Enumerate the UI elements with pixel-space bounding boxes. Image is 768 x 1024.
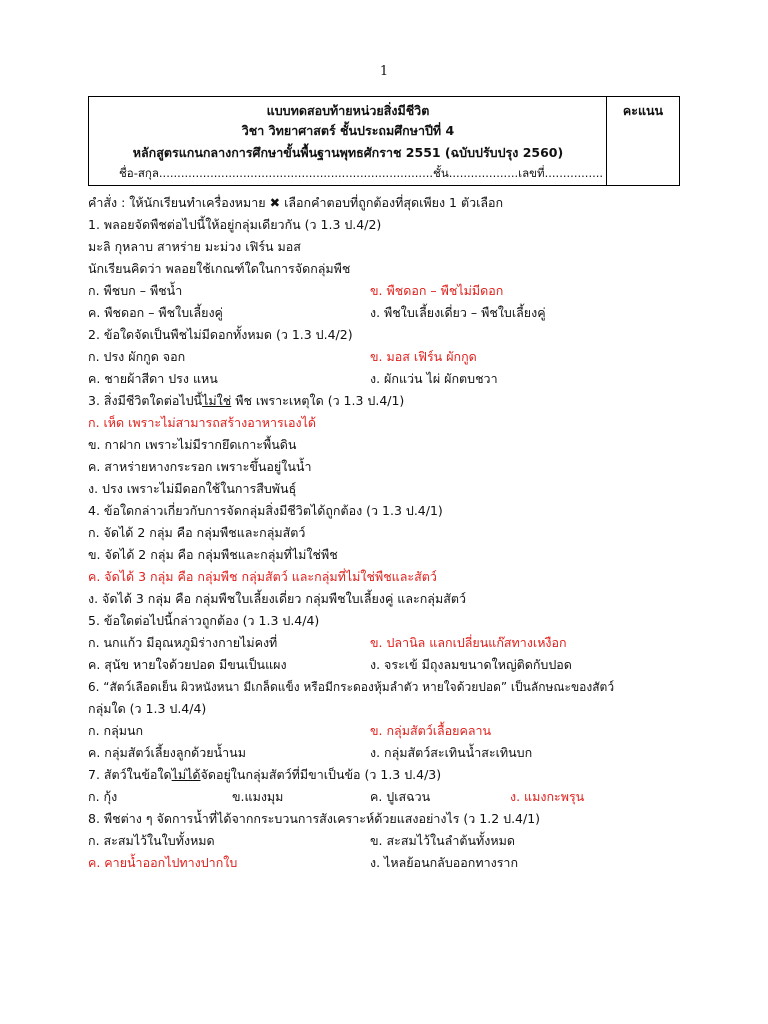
student-info-line: ชื่อ-สกุล...........................................................................ชั้น...................เลขที่................	[119, 166, 604, 180]
q1-option-d[interactable]: ง. พืชใบเลี้ยงเดี่ยว – พืชใบเลี้ยงคู่	[370, 305, 546, 320]
q5-option-b[interactable]: ข. ปลานิล แลกเปลี่ยนแก๊สทางเหงือก	[370, 635, 567, 650]
q7-option-c[interactable]: ค. ปูเสฉวน	[370, 789, 431, 804]
q4-option-a[interactable]: ก. จัดได้ 2 กลุ่ม คือ กลุ่มพืชและกลุ่มสัตว์	[88, 525, 306, 540]
question-1: 1. พลอยจัดพืชต่อไปนี้ให้อยู่กลุ่มเดียวกัน (ว 1.3 ป.4/2)	[88, 217, 382, 232]
question-7-post: จัดอยู่ในกลุ่มสัตว์ที่มีขาเป็นข้อ (ว 1.3 ป.4/3)	[200, 767, 442, 782]
q5-option-a[interactable]: ก. นกแก้ว มีอุณหภูมิร่างกายไม่คงที่	[88, 635, 278, 650]
header-main-cell	[89, 97, 607, 185]
q3-option-b[interactable]: ข. กาฝาก เพราะไม่มีรากยึดเกาะพื้นดิน	[88, 437, 297, 452]
instruction-prefix: คำสั่ง : ให้นักเรียนทำเครื่องหมาย	[88, 195, 266, 210]
question-3	[88, 392, 404, 410]
score-label: คะแนน	[622, 103, 664, 118]
q7-option-b[interactable]: ข.แมงมุม	[232, 789, 284, 804]
q7-option-a[interactable]: ก. กุ้ง	[88, 789, 118, 804]
q4-option-b[interactable]: ข. จัดได้ 2 กลุ่ม คือ กลุ่มพืชและกลุ่มที่ไม่ใช่พืช	[88, 547, 338, 562]
question-7	[88, 766, 441, 784]
q1-option-a[interactable]: ก. พืชบก – พืชน้ำ	[88, 283, 183, 298]
q1-option-b[interactable]: ข. พืชดอก – พืชไม่มีดอก	[370, 283, 504, 298]
test-header-box	[88, 96, 680, 186]
question-3-pre: 3. สิ่งมีชีวิตใดต่อไปนี้	[88, 393, 203, 408]
question-6-cont: กลุ่มใด (ว 1.3 ป.4/4)	[88, 701, 207, 716]
q6-option-d[interactable]: ง. กลุ่มสัตว์สะเทินน้ำสะเทินบก	[370, 745, 533, 760]
q4-option-d[interactable]: ง. จัดได้ 3 กลุ่ม คือ กลุ่มพืชใบเลี้ยงเดี่ยว กลุ่มพืชใบเลี้ยงคู่ และกลุ่มสัตว์	[88, 591, 466, 606]
instruction	[88, 194, 503, 212]
q3-option-c[interactable]: ค. สาหร่ายหางกระรอก เพราะขึ้นอยู่ในน้ำ	[88, 459, 312, 474]
question-7-pre: 7. สัตว์ในข้อใด	[88, 767, 172, 782]
q6-option-a[interactable]: ก. กลุ่มนก	[88, 723, 144, 738]
cross-mark-icon: ✖	[269, 195, 281, 210]
q8-option-a[interactable]: ก. สะสมไว้ในใบทั้งหมด	[88, 833, 215, 848]
q6-option-c[interactable]: ค. กลุ่มสัตว์เลี้ยงลูกด้วยน้ำนม	[88, 745, 246, 760]
q4-option-c[interactable]: ค. จัดได้ 3 กลุ่ม คือ กลุ่มพืช กลุ่มสัตว์ และกลุ่มที่ไม่ใช่พืชและสัตว์	[88, 569, 437, 584]
q8-option-b[interactable]: ข. สะสมไว้ในลำต้นทั้งหมด	[370, 833, 515, 848]
q3-option-a[interactable]: ก. เห็ด เพราะไม่สามารถสร้างอาหารเองได้	[88, 415, 317, 430]
q2-option-d[interactable]: ง. ผักแว่น ไผ่ ผักตบชวา	[370, 371, 498, 386]
instruction-suffix: เลือกคำตอบที่ถูกต้องที่สุดเพียง 1 ตัวเลือก	[284, 195, 504, 210]
question-8: 8. พืชต่าง ๆ จัดการน้ำที่ได้จากกระบวนการสังเคราะห์ด้วยแสงอย่างไร (ว 1.2 ป.4/1)	[88, 811, 541, 826]
q7-option-d[interactable]: ง. แมงกะพรุน	[510, 789, 585, 804]
question-3-post: พืช เพราะเหตุใด (ว 1.3 ป.4/1)	[231, 393, 405, 408]
q1-option-c[interactable]: ค. พืชดอก – พืชใบเลี้ยงคู่	[88, 305, 223, 320]
question-4: 4. ข้อใดกล่าวเกี่ยวกับการจัดกลุ่มสิ่งมีชีวิตได้ถูกต้อง (ว 1.3 ป.4/1)	[88, 503, 443, 518]
page-number: 1	[379, 64, 389, 79]
q8-option-d[interactable]: ง. ไหลย้อนกลับออกทางราก	[370, 855, 519, 870]
curriculum: หลักสูตรแกนกลางการศึกษาขั้นพื้นฐานพุทธศักราช 2551 (ฉบับปรับปรุง 2560)	[132, 145, 564, 160]
question-7-emphasis: ไม่ได้	[171, 767, 201, 782]
question-5: 5. ข้อใดต่อไปนี้กล่าวถูกต้อง (ว 1.3 ป.4/4)	[88, 613, 320, 628]
question-1-items: มะลิ กุหลาบ สาหร่าย มะม่วง เฟิร์น มอส	[88, 239, 301, 254]
q2-option-c[interactable]: ค. ชายผ้าสีดา ปรง แหน	[88, 371, 218, 386]
question-6: 6. “สัตว์เลือดเย็น ผิวหนังหนา มีเกล็ดแข็ง หรือมีกระดองหุ้มลำตัว หายใจด้วยปอด” เป็นลักษณะของสัตว์	[88, 680, 615, 694]
q5-option-d[interactable]: ง. จระเข้ มีถุงลมขนาดใหญ่ติดกับปอด	[370, 657, 572, 672]
question-3-emphasis: ไม่ใช่	[202, 393, 232, 408]
q2-option-a[interactable]: ก. ปรง ผักกูด จอก	[88, 349, 186, 364]
question-1-prompt: นักเรียนคิดว่า พลอยใช้เกณฑ์ใดในการจัดกลุ่มพืช	[88, 261, 351, 276]
q5-option-c[interactable]: ค. สุนัข หายใจด้วยปอด มีขนเป็นแผง	[88, 657, 287, 672]
test-title: แบบทดสอบท้ายหน่วยสิ่งมีชีวิต	[266, 103, 430, 118]
q3-option-d[interactable]: ง. ปรง เพราะไม่มีดอกใช้ในการสืบพันธุ์	[88, 481, 297, 496]
subject-grade: วิชา วิทยาศาสตร์ ชั้นประถมศึกษาปีที่ 4	[241, 123, 455, 138]
q8-option-c[interactable]: ค. คายน้ำออกไปทางปากใบ	[88, 855, 238, 870]
q6-option-b[interactable]: ข. กลุ่มสัตว์เลื้อยคลาน	[370, 723, 492, 738]
question-2: 2. ข้อใดจัดเป็นพืชไม่มีดอกทั้งหมด (ว 1.3 ป.4/2)	[88, 327, 353, 342]
q2-option-b[interactable]: ข. มอส เฟิร์น ผักกูด	[370, 349, 477, 364]
